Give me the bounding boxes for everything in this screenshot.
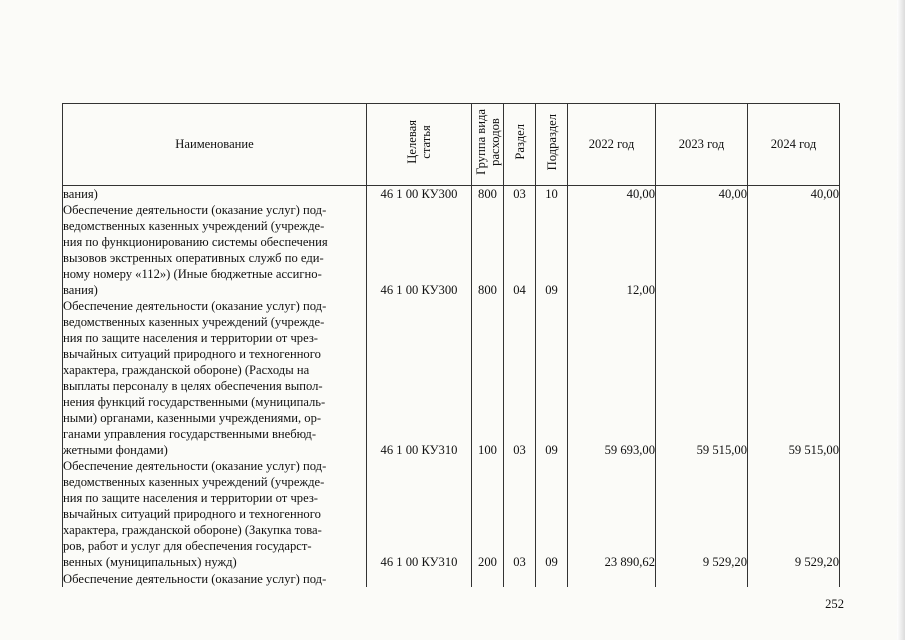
table-row <box>63 570 840 587</box>
section-cell <box>504 522 536 538</box>
value-2024-cell <box>748 458 840 474</box>
table-row <box>63 378 840 394</box>
target-article-cell <box>367 218 472 234</box>
target-article-cell <box>367 490 472 506</box>
expense-group-cell <box>472 346 504 362</box>
section-cell <box>504 202 536 218</box>
subsection-cell: 09 <box>536 282 568 298</box>
value-2022-cell <box>568 250 656 266</box>
subsection-cell <box>536 394 568 410</box>
value-2024-cell <box>748 330 840 346</box>
target-article-cell <box>367 202 472 218</box>
subsection-cell <box>536 362 568 378</box>
value-2023-cell <box>656 282 748 298</box>
value-2022-cell <box>568 522 656 538</box>
table-row <box>63 458 840 474</box>
subsection-cell <box>536 490 568 506</box>
value-2022-cell <box>568 362 656 378</box>
section-cell <box>504 474 536 490</box>
value-2022-cell <box>568 538 656 554</box>
table-row <box>63 522 840 538</box>
expense-name-line: нения функций государственными (муниципаль- <box>63 394 367 410</box>
header-year-2024: 2024 год <box>748 104 840 186</box>
subsection-cell <box>536 474 568 490</box>
value-2024-cell: 59 515,00 <box>748 442 840 458</box>
section-cell: 03 <box>504 186 536 203</box>
section-cell <box>504 410 536 426</box>
table-row <box>63 362 840 378</box>
section-cell <box>504 426 536 442</box>
expense-name-line: вычайных ситуаций природного и техногенного <box>63 346 367 362</box>
subsection-cell <box>536 266 568 282</box>
subsection-cell <box>536 314 568 330</box>
table-row <box>63 218 840 234</box>
value-2023-cell <box>656 522 748 538</box>
subsection-cell: 10 <box>536 186 568 203</box>
value-2024-cell <box>748 522 840 538</box>
empty-cell <box>367 570 472 587</box>
table-body <box>63 186 840 588</box>
expense-name-line: венных (муниципальных) нужд) <box>63 554 367 570</box>
section-cell <box>504 362 536 378</box>
subsection-cell <box>536 202 568 218</box>
value-2024-cell <box>748 234 840 250</box>
value-2024-cell <box>748 218 840 234</box>
target-article-cell <box>367 314 472 330</box>
expense-name-line: ганами управления государственными внебюд- <box>63 426 367 442</box>
expense-group-cell <box>472 378 504 394</box>
target-article-cell <box>367 234 472 250</box>
value-2022-cell <box>568 234 656 250</box>
expense-group-cell <box>472 330 504 346</box>
expense-group-cell <box>472 218 504 234</box>
expense-group-cell <box>472 522 504 538</box>
value-2023-cell <box>656 266 748 282</box>
expense-group-cell <box>472 266 504 282</box>
subsection-cell: 09 <box>536 442 568 458</box>
expense-name-line: характера, гражданской обороне) (Расходы на <box>63 362 367 378</box>
expense-name-line: жетными фондами) <box>63 442 367 458</box>
expense-name-line: ния по функционированию системы обеспечения <box>63 234 367 250</box>
expense-name-line: вания) <box>63 282 367 298</box>
empty-cell <box>536 570 568 587</box>
section-cell <box>504 490 536 506</box>
table-row <box>63 298 840 314</box>
expense-name-line: характера, гражданской обороне) (Закупка това- <box>63 522 367 538</box>
value-2024-cell <box>748 346 840 362</box>
value-2022-cell <box>568 506 656 522</box>
value-2024-cell <box>748 362 840 378</box>
value-2023-cell <box>656 202 748 218</box>
target-article-cell: 46 1 00 КУ310 <box>367 554 472 570</box>
empty-cell <box>472 570 504 587</box>
subsection-cell <box>536 426 568 442</box>
section-cell <box>504 330 536 346</box>
budget-table <box>62 103 840 587</box>
expense-name-line: Обеспечение деятельности (оказание услуг) под- <box>63 570 367 587</box>
value-2022-cell: 59 693,00 <box>568 442 656 458</box>
expense-name-line: вания) <box>63 186 367 203</box>
expense-name-line: Обеспечение деятельности (оказание услуг) под- <box>63 298 367 314</box>
target-article-cell <box>367 394 472 410</box>
table-row <box>63 186 840 203</box>
table-header-row <box>63 104 840 186</box>
value-2022-cell <box>568 378 656 394</box>
expense-name-line: вызовов экстренных оперативных служб по еди- <box>63 250 367 266</box>
expense-group-cell <box>472 202 504 218</box>
expense-group-cell <box>472 362 504 378</box>
section-cell <box>504 458 536 474</box>
expense-group-cell <box>472 298 504 314</box>
section-cell <box>504 346 536 362</box>
table-row <box>63 250 840 266</box>
expense-group-cell: 100 <box>472 442 504 458</box>
expense-name-line: ному номеру «112») (Иные бюджетные ассигно- <box>63 266 367 282</box>
value-2024-cell <box>748 298 840 314</box>
subsection-cell <box>536 234 568 250</box>
subsection-cell <box>536 538 568 554</box>
value-2023-cell <box>656 378 748 394</box>
expense-name-line: Обеспечение деятельности (оказание услуг) под- <box>63 458 367 474</box>
target-article-cell <box>367 362 472 378</box>
table-row <box>63 410 840 426</box>
value-2022-cell <box>568 426 656 442</box>
table-row <box>63 234 840 250</box>
subsection-cell <box>536 298 568 314</box>
target-article-cell <box>367 506 472 522</box>
subsection-cell <box>536 330 568 346</box>
section-cell: 03 <box>504 442 536 458</box>
value-2022-cell <box>568 458 656 474</box>
expense-group-cell: 200 <box>472 554 504 570</box>
expense-group-cell <box>472 458 504 474</box>
target-article-cell <box>367 266 472 282</box>
value-2024-cell <box>748 506 840 522</box>
expense-name-line: ными) органами, казенными учреждениями, ор- <box>63 410 367 426</box>
target-article-cell <box>367 522 472 538</box>
value-2023-cell <box>656 394 748 410</box>
expense-name-line: ров, работ и услуг для обеспечения государст- <box>63 538 367 554</box>
header-target-article: Целевая статья <box>367 104 472 186</box>
table-row <box>63 346 840 362</box>
value-2024-cell <box>748 410 840 426</box>
expense-group-cell <box>472 234 504 250</box>
value-2024-cell <box>748 394 840 410</box>
table-row <box>63 474 840 490</box>
value-2023-cell <box>656 506 748 522</box>
section-cell <box>504 234 536 250</box>
value-2024-cell: 40,00 <box>748 186 840 203</box>
expense-group-cell <box>472 506 504 522</box>
value-2024-cell <box>748 202 840 218</box>
header-subsection: Подраздел <box>536 104 568 186</box>
value-2023-cell <box>656 426 748 442</box>
section-cell: 03 <box>504 554 536 570</box>
value-2022-cell <box>568 218 656 234</box>
value-2022-cell <box>568 202 656 218</box>
target-article-cell <box>367 410 472 426</box>
value-2023-cell <box>656 330 748 346</box>
value-2023-cell <box>656 474 748 490</box>
header-year-2023: 2023 год <box>656 104 748 186</box>
section-cell: 04 <box>504 282 536 298</box>
value-2024-cell <box>748 474 840 490</box>
section-cell <box>504 506 536 522</box>
value-2022-cell <box>568 314 656 330</box>
value-2023-cell <box>656 250 748 266</box>
page-number: 252 <box>825 597 844 611</box>
value-2022-cell <box>568 490 656 506</box>
table-row <box>63 330 840 346</box>
empty-cell <box>656 570 748 587</box>
value-2022-cell: 12,00 <box>568 282 656 298</box>
expense-group-cell: 800 <box>472 282 504 298</box>
header-name: Наименование <box>63 104 367 186</box>
value-2023-cell: 9 529,20 <box>656 554 748 570</box>
section-cell <box>504 314 536 330</box>
empty-cell <box>568 570 656 587</box>
target-article-cell <box>367 250 472 266</box>
value-2022-cell: 40,00 <box>568 186 656 203</box>
value-2024-cell <box>748 250 840 266</box>
target-article-cell <box>367 378 472 394</box>
value-2024-cell <box>748 282 840 298</box>
value-2022-cell <box>568 410 656 426</box>
subsection-cell <box>536 458 568 474</box>
subsection-cell <box>536 378 568 394</box>
target-article-cell: 46 1 00 КУ300 <box>367 282 472 298</box>
subsection-cell <box>536 346 568 362</box>
value-2024-cell: 9 529,20 <box>748 554 840 570</box>
subsection-cell <box>536 410 568 426</box>
section-cell <box>504 250 536 266</box>
section-cell <box>504 394 536 410</box>
header-section: Раздел <box>504 104 536 186</box>
value-2024-cell <box>748 538 840 554</box>
value-2023-cell <box>656 346 748 362</box>
value-2024-cell <box>748 266 840 282</box>
value-2023-cell <box>656 538 748 554</box>
expense-group-cell <box>472 538 504 554</box>
table-row <box>63 554 840 570</box>
expense-group-cell <box>472 474 504 490</box>
expense-group-cell <box>472 410 504 426</box>
target-article-cell <box>367 458 472 474</box>
value-2022-cell <box>568 394 656 410</box>
expense-group-cell: 800 <box>472 186 504 203</box>
section-cell <box>504 218 536 234</box>
table-row <box>63 266 840 282</box>
value-2024-cell <box>748 490 840 506</box>
expense-group-cell <box>472 314 504 330</box>
table-row <box>63 282 840 298</box>
subsection-cell <box>536 218 568 234</box>
value-2024-cell <box>748 314 840 330</box>
subsection-cell <box>536 506 568 522</box>
section-cell <box>504 378 536 394</box>
value-2022-cell: 23 890,62 <box>568 554 656 570</box>
table-row <box>63 442 840 458</box>
value-2024-cell <box>748 426 840 442</box>
section-cell <box>504 298 536 314</box>
empty-cell <box>748 570 840 587</box>
value-2022-cell <box>568 474 656 490</box>
target-article-cell: 46 1 00 КУ310 <box>367 442 472 458</box>
table-row <box>63 202 840 218</box>
value-2023-cell: 59 515,00 <box>656 442 748 458</box>
target-article-cell <box>367 474 472 490</box>
value-2024-cell <box>748 378 840 394</box>
header-year-2022: 2022 год <box>568 104 656 186</box>
subsection-cell: 09 <box>536 554 568 570</box>
value-2022-cell <box>568 266 656 282</box>
expense-name-line: ведомственных казенных учреждений (учрежде- <box>63 218 367 234</box>
expense-name-line: ния по защите населения и территории от чрез- <box>63 330 367 346</box>
table-row <box>63 394 840 410</box>
expense-name-line: ния по защите населения и территории от чрез- <box>63 490 367 506</box>
target-article-cell <box>367 330 472 346</box>
value-2022-cell <box>568 298 656 314</box>
value-2023-cell <box>656 490 748 506</box>
value-2023-cell <box>656 218 748 234</box>
target-article-cell <box>367 426 472 442</box>
value-2023-cell <box>656 314 748 330</box>
section-cell <box>504 538 536 554</box>
header-expense-group: Группа вида расходов <box>472 104 504 186</box>
table-row <box>63 538 840 554</box>
expense-name-line: ведомственных казенных учреждений (учрежде- <box>63 314 367 330</box>
empty-cell <box>504 570 536 587</box>
subsection-cell <box>536 522 568 538</box>
expense-group-cell <box>472 250 504 266</box>
value-2023-cell <box>656 458 748 474</box>
table-row <box>63 490 840 506</box>
expense-group-cell <box>472 394 504 410</box>
expense-name-line: Обеспечение деятельности (оказание услуг) под- <box>63 202 367 218</box>
expense-name-line: ведомственных казенных учреждений (учрежде- <box>63 474 367 490</box>
section-cell <box>504 266 536 282</box>
value-2023-cell <box>656 234 748 250</box>
table-row <box>63 314 840 330</box>
value-2023-cell <box>656 362 748 378</box>
value-2023-cell <box>656 298 748 314</box>
target-article-cell <box>367 346 472 362</box>
value-2023-cell: 40,00 <box>656 186 748 203</box>
value-2023-cell <box>656 410 748 426</box>
target-article-cell <box>367 538 472 554</box>
page-edge-shadow <box>897 0 905 640</box>
value-2022-cell <box>568 330 656 346</box>
target-article-cell <box>367 298 472 314</box>
expense-group-cell <box>472 490 504 506</box>
table-row <box>63 426 840 442</box>
expense-group-cell <box>472 426 504 442</box>
expense-name-line: выплаты персоналу в целях обеспечения выпол- <box>63 378 367 394</box>
target-article-cell: 46 1 00 КУ300 <box>367 186 472 203</box>
subsection-cell <box>536 250 568 266</box>
value-2022-cell <box>568 346 656 362</box>
expense-name-line: вычайных ситуаций природного и техногенного <box>63 506 367 522</box>
table-row <box>63 506 840 522</box>
